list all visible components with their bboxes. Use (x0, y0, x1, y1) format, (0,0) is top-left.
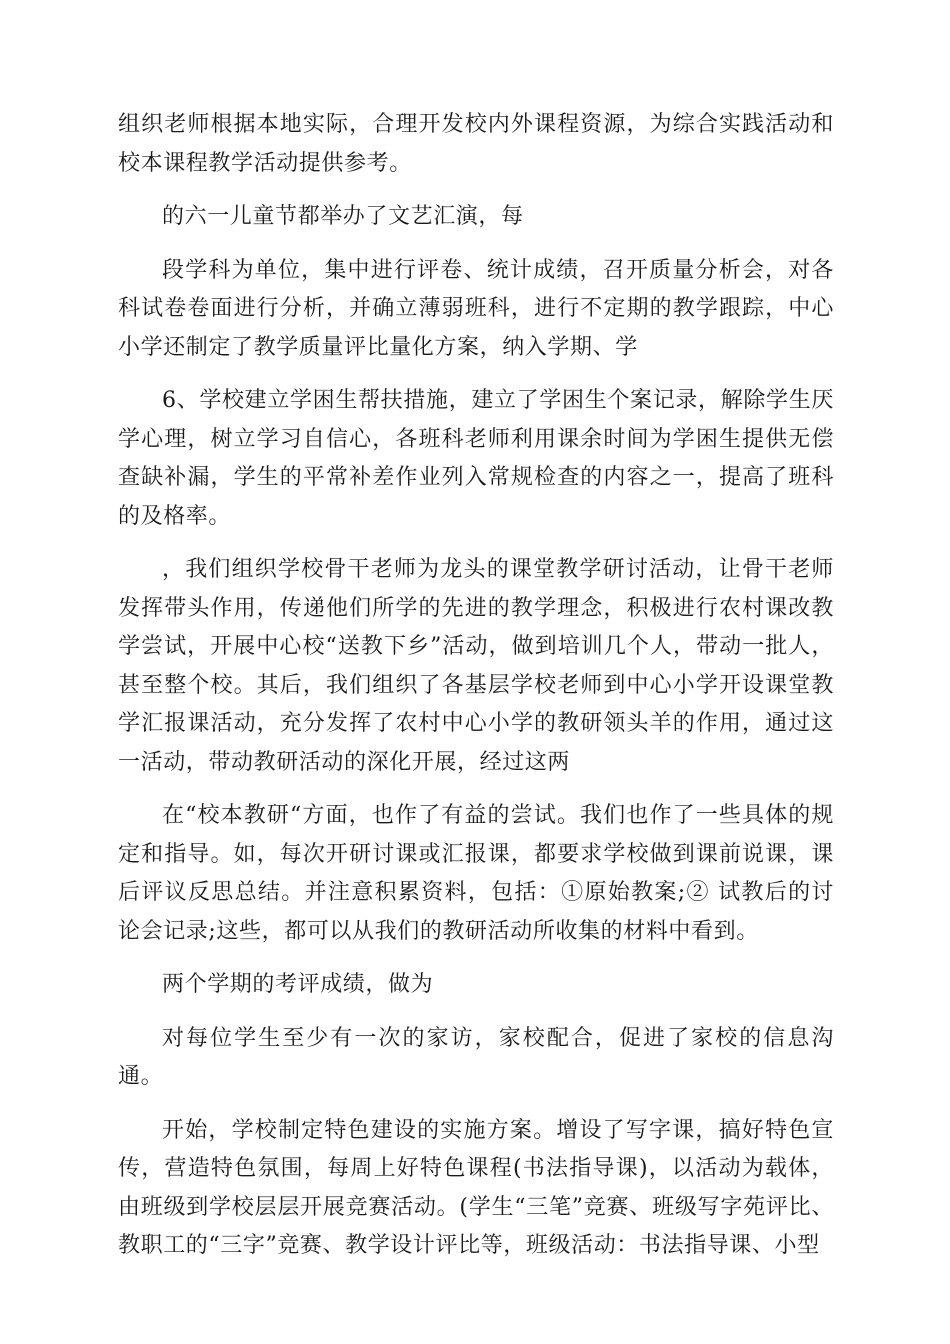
paragraph: 段学科为单位，集中进行评卷、统计成绩，召开质量分析会，对各科试卷卷面进行分析，并确立薄弱班科，进行不定期的教学跟踪，中心小学还制定了教学质量评比量化方案，纳入学期、学 (118, 257, 834, 360)
paragraph: 对每位学生至少有一次的家访，家校配合，促进了家校的信息沟通。 (118, 1025, 834, 1089)
paragraph: 开始，学校制定特色建设的实施方案。增设了写字课，搞好特色宣传，营造特色氛围，每周上好特色课程(书法指导课)，以活动为载体，由班级到学校层层开展竞赛活动。(学生“三笔”竞赛、班级写字苑评比、教职工的“三字”竞赛、教学设计评比等，班级活动：书法指导课、小型 (118, 1117, 834, 1258)
paragraph: 6、学校建立学困生帮扶措施，建立了学困生个案记录，解除学生厌学心理，树立学习自信心，各班科老师利用课余时间为学困生提供无偿查缺补漏，学生的平常补差作业列入常规检查的内容之一，提高了班科的及格率。 (118, 388, 834, 529)
document-body (118, 106, 834, 1281)
paragraph: 组织老师根据本地实际，合理开发校内外课程资源，为综合实践活动和校本课程教学活动提供参考。 (118, 112, 834, 176)
paragraph: 的六一儿童节都举办了文艺汇演，每 (162, 204, 524, 229)
paragraph: 两个学期的考评成绩，做为 (162, 972, 434, 997)
paragraph: 在“校本教研“方面，也作了有益的尝试。我们也作了一些具体的规定和指导。如，每次开研讨课或汇报课，都要求学校做到课前说课，课后评议反思总结。并注意积累资料，包括：①原始教案;② 试教后的讨论会记录;这些，都可以从我们的教研活动所收集的材料中看到。 (118, 803, 834, 944)
paragraph: ，我们组织学校骨干老师为龙头的课堂教学研讨活动，让骨干老师发挥带头作用，传递他们所学的先进的教学理念，积极进行农村课改教学尝试，开展中心校“送教下乡”活动，做到培训几个人，带动一批人，甚至整个校。其后，我们组织了各基层学校老师到中心小学开设课堂教学汇报课活动，充分发挥了农村中心小学的教研领头羊的作用，通过这一活动，带动教研活动的深化开展，经过这两 (118, 557, 834, 775)
